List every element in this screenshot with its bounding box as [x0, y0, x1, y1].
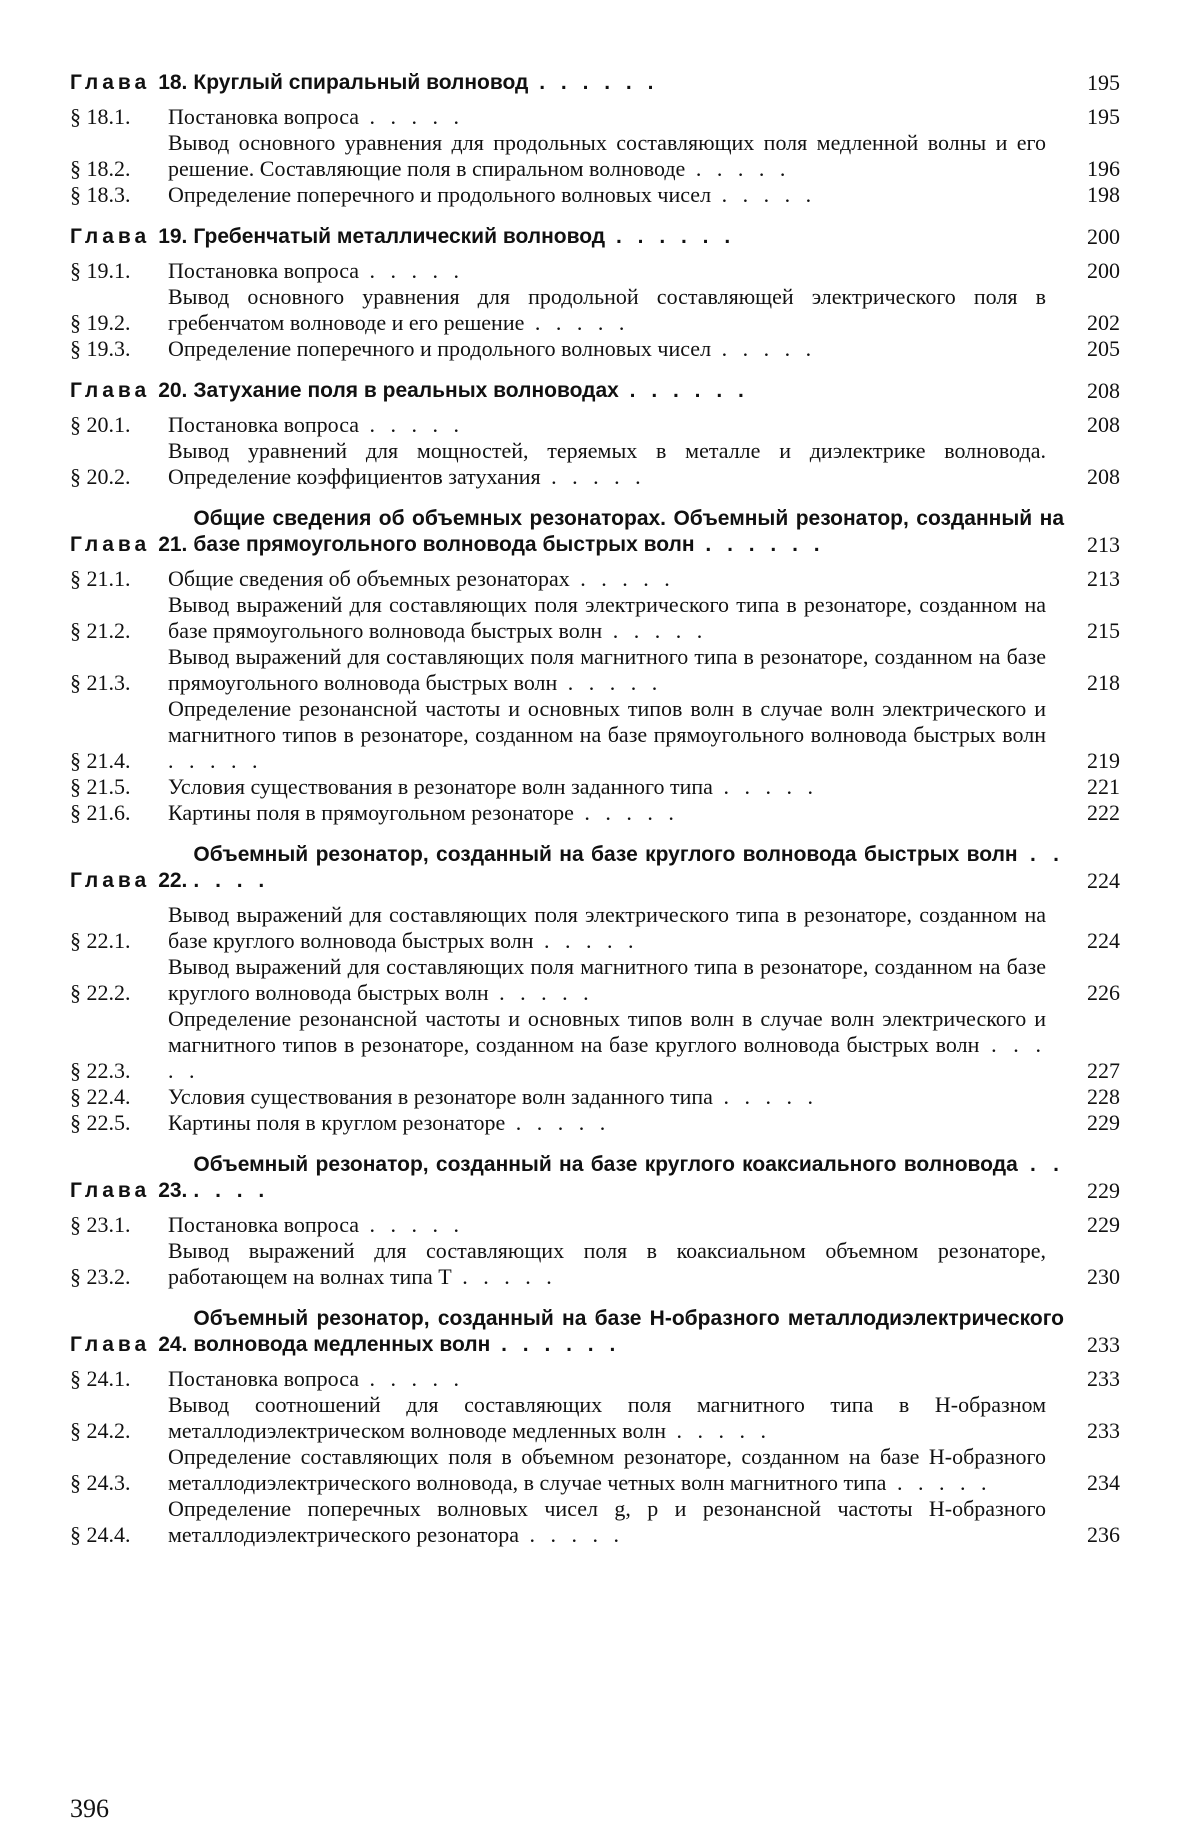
section-title: [168, 1392, 1064, 1444]
section-title-text: Определение резонансной частоты и основных типов волн в случае волн электрического и магнитного типов в резонаторе, созданном на базе круглого волновода быстрых волн: [168, 1006, 1046, 1057]
section-number-text: 18.3.: [86, 182, 131, 207]
leader-dots: . . . . .: [602, 618, 708, 643]
section-entry: [70, 1212, 1120, 1238]
section-title: [168, 104, 1064, 130]
leader-dots: . . . . . .: [193, 1153, 1064, 1202]
section-entry: [70, 644, 1120, 696]
chapter-label: Глава: [70, 1333, 151, 1356]
section-number: [70, 928, 168, 954]
section-page-number: 230: [1087, 1264, 1120, 1289]
section-number-text: 24.1.: [86, 1366, 131, 1391]
section-number: [70, 310, 168, 336]
section-title: [168, 1496, 1064, 1548]
section-title-text: Вывод выражений для составляющих поля в коаксиальном объемном резонаторе, работающем на волнах типа T: [168, 1238, 1046, 1289]
leader-dots: . . . . .: [712, 774, 818, 799]
leader-dots: . . . . .: [533, 928, 639, 953]
section-sign: §: [70, 748, 81, 773]
section-title: [168, 182, 1064, 208]
section-page-number: 205: [1087, 336, 1120, 361]
section-sign: §: [70, 1058, 81, 1083]
section-title-text: Вывод основного уравнения для продольной составляющей электрического поля в гребенчатом волноводе и его решение: [168, 284, 1046, 335]
section-page-number: 202: [1087, 310, 1120, 335]
section-sign: §: [70, 412, 81, 437]
section-title: [168, 800, 1064, 826]
section-entry: [70, 412, 1120, 438]
section-title-text: Вывод выражений для составляющих поля электрического типа в резонаторе, созданном на базе прямоугольного волновода быстрых волн: [168, 592, 1046, 643]
section-title-text: Вывод соотношений для составляющих поля магнитного типа в H-образном металлодиэлектрическом волноводе медленных волн: [168, 1392, 1046, 1443]
leader-dots: . . . . . .: [605, 225, 736, 248]
section-number-text: 22.1.: [86, 928, 131, 953]
section-entry: [70, 774, 1120, 800]
section-title: [168, 1110, 1064, 1136]
leader-dots: . . . . .: [359, 104, 464, 129]
section-title: [168, 258, 1064, 284]
section-number: [70, 412, 168, 438]
leader-dots: . . . . .: [168, 748, 263, 773]
section-page-number: 228: [1087, 1084, 1120, 1109]
section-entry: [70, 1366, 1120, 1392]
chapter-title-text: Объемный резонатор, созданный на базе круглого коаксиального волновода: [193, 1153, 1018, 1176]
section-page-number: 213: [1087, 566, 1120, 591]
section-page-number: 236: [1087, 1522, 1120, 1547]
section-number: [70, 748, 168, 774]
chapter-label: Глава: [70, 1179, 151, 1202]
leader-dots: . . . . .: [524, 310, 630, 335]
section-title: [168, 1238, 1064, 1290]
chapter-page-number: 195: [1087, 70, 1120, 95]
section-sign: §: [70, 774, 81, 799]
chapter-title: [193, 506, 1064, 558]
section-title-text: Вывод выражений для составляющих поля магнитного типа в резонаторе, созданном на базе прямоугольного волновода быстрых волн: [168, 644, 1046, 695]
section-title: [168, 644, 1064, 696]
section-page-number: 234: [1087, 1470, 1120, 1495]
chapter-heading: [70, 224, 1120, 250]
leader-dots: . . . . .: [569, 566, 675, 591]
chapter-number: 19.: [158, 225, 188, 248]
section-title: [168, 336, 1064, 362]
section-page-number: 218: [1087, 670, 1120, 695]
section-number: [70, 1212, 168, 1238]
section-title: [168, 130, 1064, 182]
section-number-text: 18.1.: [86, 104, 131, 129]
leader-dots: . . . . .: [359, 1366, 464, 1391]
chapter-title-text: Общие сведения об объемных резонаторах. Объемный резонатор, созданный на базе прямоугольного волновода быстрых волн: [193, 507, 1064, 556]
chapter-page-number: 224: [1087, 868, 1120, 893]
section-title: [168, 438, 1064, 490]
leader-dots: . . . . .: [685, 156, 791, 181]
chapter-page-number: 229: [1087, 1178, 1120, 1203]
chapter-label: Глава: [70, 71, 151, 94]
section-title-text: Определение резонансной частоты и основных типов волн в случае волн электрического и магнитного типов в резонаторе, созданном на базе прямоугольного волновода быстрых волн: [168, 696, 1046, 747]
section-number: [70, 566, 168, 592]
section-title: [168, 284, 1064, 336]
section-title-text: Определение поперечных волновых чисел g, p и резонансной частоты H-образного металлодиэлектрического резонатора: [168, 1496, 1046, 1547]
section-sign: §: [70, 1212, 81, 1237]
section-page-number: 224: [1087, 928, 1120, 953]
section-page-number: 233: [1087, 1366, 1120, 1391]
chapter-label: Глава: [70, 225, 151, 248]
leader-dots: . . . . .: [886, 1470, 992, 1495]
section-sign: §: [70, 1264, 81, 1289]
section-sign: §: [70, 618, 81, 643]
section-title: [168, 566, 1064, 592]
section-number-text: 24.3.: [86, 1470, 131, 1495]
section-title-text: Постановка вопроса: [168, 1366, 359, 1391]
leader-dots: . . . . .: [359, 1212, 464, 1237]
chapter-title: [193, 224, 1064, 250]
section-title-text: Определение составляющих поля в объемном резонаторе, созданном на базе H-образного металлодиэлектрического волновода, в случае четных волн магнитного типа: [168, 1444, 1046, 1495]
section-title: [168, 696, 1064, 774]
section-sign: §: [70, 258, 81, 283]
section-entry: [70, 1110, 1120, 1136]
leader-dots: . . . . .: [519, 1522, 625, 1547]
section-page-number: 198: [1087, 182, 1120, 207]
section-entry: [70, 336, 1120, 362]
section-number-text: 22.5.: [86, 1110, 131, 1135]
section-sign: §: [70, 464, 81, 489]
section-page-number: 215: [1087, 618, 1120, 643]
section-title-text: Вывод основного уравнения для продольных составляющих поля медленной волны и его решение. Составляющие поля в спиральном волноводе: [168, 130, 1046, 181]
chapter-page-number: 208: [1087, 378, 1120, 403]
section-title-text: Картины поля в прямоугольном резонаторе: [168, 800, 574, 825]
section-page-number: 221: [1087, 774, 1120, 799]
section-sign: §: [70, 928, 81, 953]
section-title-text: Общие сведения об объемных резонаторах: [168, 566, 570, 591]
section-title: [168, 1006, 1064, 1084]
section-entry: [70, 800, 1120, 826]
chapter-page-number: 213: [1087, 532, 1120, 557]
leader-dots: . . . . .: [666, 1418, 771, 1443]
chapter-title-text: Объемный резонатор, созданный на базе круглого волновода быстрых волн: [193, 843, 1018, 866]
section-title-text: Определение поперечного и продольного волновых чисел: [168, 336, 712, 361]
section-number: [70, 980, 168, 1006]
chapter-label: Глава: [70, 869, 151, 892]
section-title-text: Постановка вопроса: [168, 412, 359, 437]
section-number-text: 21.6.: [86, 800, 131, 825]
section-number: [70, 156, 168, 182]
section-number-text: 19.1.: [86, 258, 131, 283]
section-sign: §: [70, 310, 81, 335]
chapter-number: 18.: [158, 71, 188, 94]
chapter-label: Глава: [70, 533, 151, 556]
section-entry: [70, 258, 1120, 284]
section-number-text: 20.1.: [86, 412, 131, 437]
section-page-number: 208: [1087, 412, 1120, 437]
leader-dots: . . . . .: [540, 464, 646, 489]
section-page-number: 219: [1087, 748, 1120, 773]
section-entry: [70, 696, 1120, 774]
chapter-title: [193, 842, 1064, 894]
chapter-title: [193, 1152, 1064, 1204]
section-number-text: 21.4.: [86, 748, 131, 773]
leader-dots: . . . . . .: [490, 1333, 621, 1356]
chapter-heading: [70, 378, 1120, 404]
section-number-text: 18.2.: [86, 156, 131, 181]
section-number-text: 22.3.: [86, 1058, 131, 1083]
section-number-text: 21.2.: [86, 618, 131, 643]
section-entry: [70, 592, 1120, 644]
section-entry: [70, 1496, 1120, 1548]
chapter-number: 22.: [158, 869, 188, 892]
section-number: [70, 104, 168, 130]
section-entry: [70, 284, 1120, 336]
chapter-title: [193, 378, 1064, 404]
chapter-number: 20.: [158, 379, 188, 402]
chapter-heading: [70, 842, 1120, 894]
section-number: [70, 1418, 168, 1444]
section-entry: [70, 902, 1120, 954]
section-page-number: 200: [1087, 258, 1120, 283]
section-title: [168, 774, 1064, 800]
section-sign: §: [70, 1084, 81, 1109]
section-entry: [70, 182, 1120, 208]
section-number: [70, 1470, 168, 1496]
chapter-title-text: Затухание поля в реальных волноводах: [193, 379, 619, 402]
section-sign: §: [70, 104, 81, 129]
section-number: [70, 1058, 168, 1084]
section-title: [168, 412, 1064, 438]
chapter-number: 23.: [158, 1179, 188, 1202]
chapter-number: 21.: [158, 533, 188, 556]
chapter-title-text: Круглый спиральный волновод: [193, 71, 529, 94]
section-sign: §: [70, 566, 81, 591]
leader-dots: . . . . . .: [193, 843, 1064, 892]
section-entry: [70, 438, 1120, 490]
leader-dots: . . . . . .: [694, 533, 825, 556]
section-sign: §: [70, 336, 81, 361]
section-entry: [70, 104, 1120, 130]
section-entry: [70, 954, 1120, 1006]
leader-dots: . . . . .: [711, 182, 817, 207]
section-number-text: 20.2.: [86, 464, 131, 489]
section-sign: §: [70, 670, 81, 695]
section-title-text: Условия существования в резонаторе волн заданного типа: [168, 1084, 713, 1109]
section-sign: §: [70, 800, 81, 825]
leader-dots: . . . . .: [359, 412, 464, 437]
section-title: [168, 592, 1064, 644]
chapter-title-text: Гребенчатый металлический волновод: [193, 225, 606, 248]
section-entry: [70, 130, 1120, 182]
section-page-number: 226: [1087, 980, 1120, 1005]
page-folio: 396: [70, 1794, 109, 1823]
section-number: [70, 1522, 168, 1548]
section-page-number: 208: [1087, 464, 1120, 489]
section-title: [168, 954, 1064, 1006]
section-title-text: Постановка вопроса: [168, 104, 359, 129]
section-number: [70, 670, 168, 696]
leader-dots: . . . . . .: [618, 379, 749, 402]
chapter-heading: [70, 1306, 1120, 1358]
leader-dots: . . . . .: [359, 258, 464, 283]
section-sign: §: [70, 182, 81, 207]
section-page-number: 229: [1087, 1212, 1120, 1237]
section-number: [70, 774, 168, 800]
chapter-heading: [70, 506, 1120, 558]
chapter-heading: [70, 70, 1120, 96]
section-title-text: Вывод уравнений для мощностей, теряемых в металле и диэлектрике волновода. Определение коэффициентов затухания: [168, 438, 1046, 489]
section-sign: §: [70, 156, 81, 181]
chapter-title: [193, 1306, 1064, 1358]
chapter-page-number: 233: [1087, 1332, 1120, 1357]
section-number-text: 24.4.: [86, 1522, 131, 1547]
chapter-title-text: Объемный резонатор, созданный на базе H-образного металлодиэлектрического волновода медленных волн: [193, 1307, 1064, 1356]
leader-dots: . . . . .: [573, 800, 679, 825]
leader-dots: . . . . .: [711, 336, 817, 361]
section-title-text: Постановка вопроса: [168, 258, 359, 283]
chapter-number: 24.: [158, 1333, 188, 1356]
section-title-text: Вывод выражений для составляющих поля электрического типа в резонаторе, созданном на базе круглого волновода быстрых волн: [168, 902, 1046, 953]
section-page-number: 227: [1087, 1058, 1120, 1083]
chapter-title: [193, 70, 1064, 96]
section-number: [70, 336, 168, 362]
leader-dots: . . . . .: [712, 1084, 818, 1109]
section-number: [70, 1264, 168, 1290]
chapter-heading: [70, 1152, 1120, 1204]
section-entry: [70, 566, 1120, 592]
section-sign: §: [70, 1110, 81, 1135]
section-title: [168, 1212, 1064, 1238]
section-entry: [70, 1084, 1120, 1110]
leader-dots: . . . . .: [557, 670, 663, 695]
section-number: [70, 1084, 168, 1110]
section-page-number: 196: [1087, 156, 1120, 181]
section-number-text: 21.5.: [86, 774, 131, 799]
leader-dots: . . . . .: [488, 980, 594, 1005]
section-sign: §: [70, 1366, 81, 1391]
section-number-text: 22.4.: [86, 1084, 131, 1109]
section-title: [168, 1084, 1064, 1110]
section-number-text: 19.3.: [86, 336, 131, 361]
section-sign: §: [70, 1470, 81, 1495]
section-number-text: 21.3.: [86, 670, 131, 695]
leader-dots: . . . . .: [451, 1264, 557, 1289]
section-title: [168, 902, 1064, 954]
chapter-page-number: 200: [1087, 224, 1120, 249]
section-title-text: Вывод выражений для составляющих поля магнитного типа в резонаторе, созданном на базе круглого волновода быстрых волн: [168, 954, 1046, 1005]
section-title: [168, 1366, 1064, 1392]
section-entry: [70, 1238, 1120, 1290]
section-entry: [70, 1392, 1120, 1444]
section-sign: §: [70, 1522, 81, 1547]
section-entry: [70, 1006, 1120, 1084]
leader-dots: . . . . .: [505, 1110, 611, 1135]
leader-dots: . . . . .: [168, 1032, 1047, 1083]
section-sign: §: [70, 1418, 81, 1443]
section-sign: §: [70, 980, 81, 1005]
section-title-text: Картины поля в круглом резонаторе: [168, 1110, 506, 1135]
section-number-text: 24.2.: [86, 1418, 131, 1443]
section-title: [168, 1444, 1064, 1496]
section-number: [70, 1110, 168, 1136]
section-number: [70, 182, 168, 208]
section-title-text: Постановка вопроса: [168, 1212, 359, 1237]
section-number-text: 21.1.: [86, 566, 131, 591]
table-of-contents: [70, 70, 1120, 1548]
section-title-text: Условия существования в резонаторе волн заданного типа: [168, 774, 713, 799]
section-title-text: Определение поперечного и продольного волновых чисел: [168, 182, 712, 207]
section-number-text: 23.2.: [86, 1264, 131, 1289]
chapter-label: Глава: [70, 379, 151, 402]
section-number: [70, 800, 168, 826]
section-number: [70, 258, 168, 284]
section-page-number: 222: [1087, 800, 1120, 825]
section-number: [70, 618, 168, 644]
section-number: [70, 1366, 168, 1392]
section-page-number: 229: [1087, 1110, 1120, 1135]
section-number-text: 22.2.: [86, 980, 131, 1005]
section-page-number: 195: [1087, 104, 1120, 129]
section-entry: [70, 1444, 1120, 1496]
leader-dots: . . . . . .: [528, 71, 659, 94]
section-number-text: 19.2.: [86, 310, 131, 335]
section-page-number: 233: [1087, 1418, 1120, 1443]
section-number: [70, 464, 168, 490]
section-number-text: 23.1.: [86, 1212, 131, 1237]
